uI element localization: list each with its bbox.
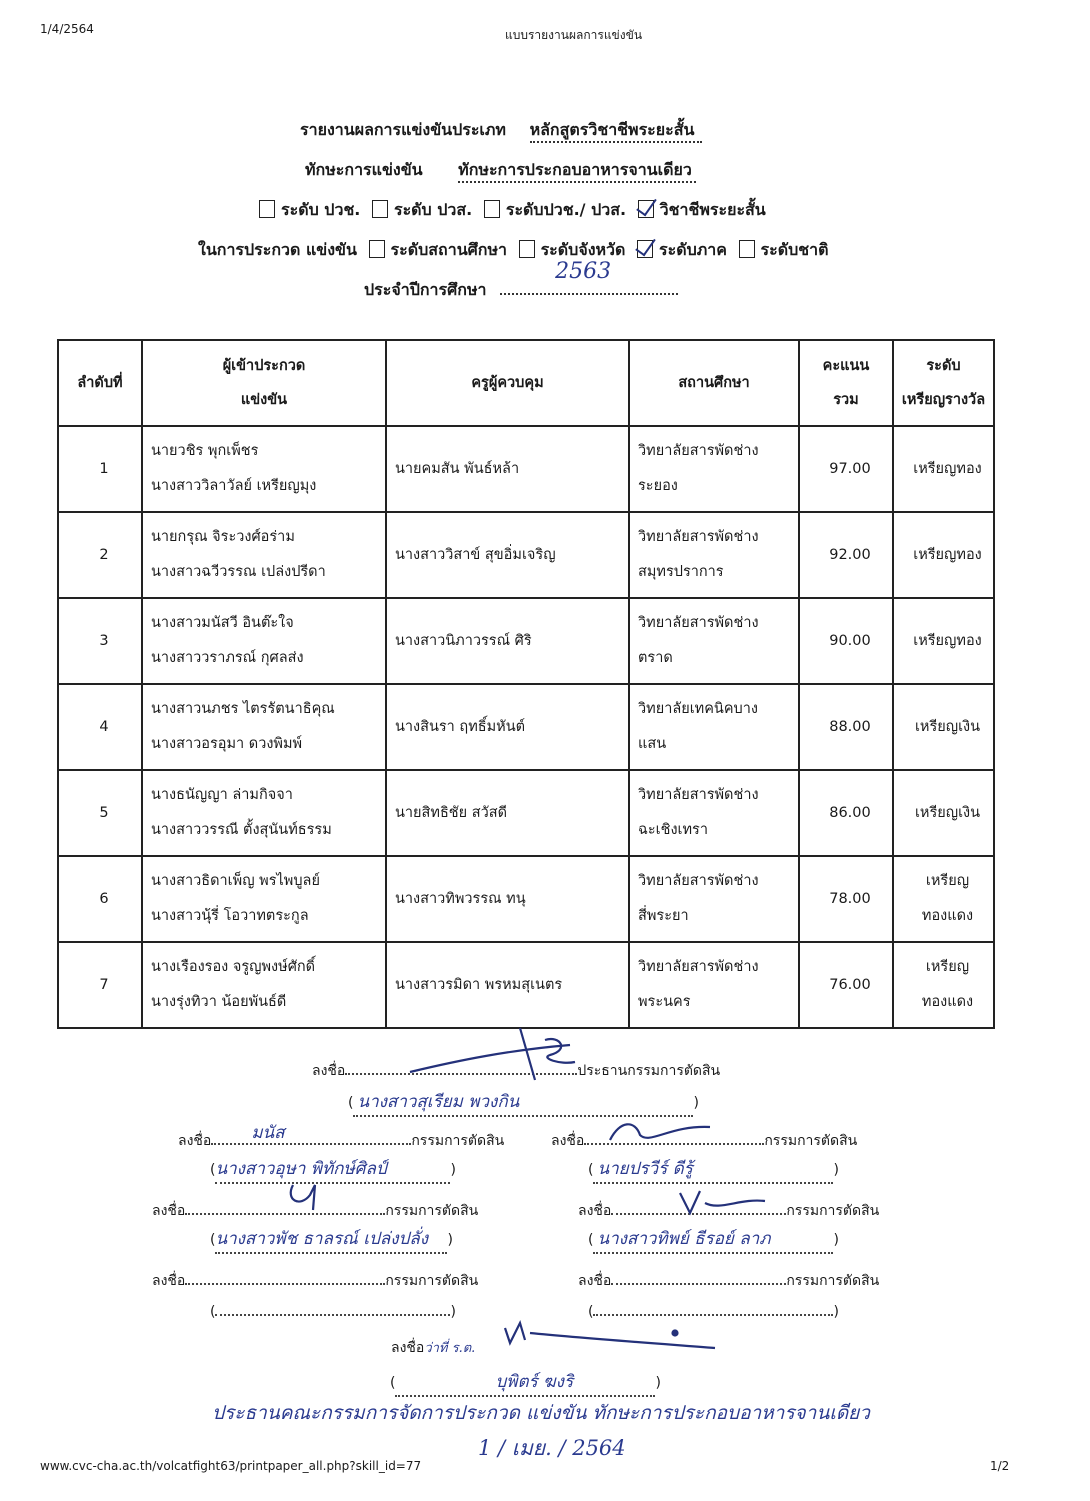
cell-score: 97.00 <box>799 426 893 512</box>
cell-teacher: นางสาวรมิดา พรหมสุเนตร <box>386 942 629 1028</box>
level-label-4: วิชาชีพระยะสั้น <box>659 200 766 219</box>
cell-teacher: นายสิทธิชัย สวัสดี <box>386 770 629 856</box>
final-title: ประธานคณะกรรมการจัดการประกวด แข่งขัน ทักษะการประกอบอาหารจานเดียว <box>212 1402 870 1424</box>
header-rank: ลำดับที่ <box>58 340 142 426</box>
cell-award: เหรียญ ทองแดง <box>893 942 994 1028</box>
scope-checkbox-2[interactable] <box>519 240 535 258</box>
cell-competitors: นายวชิร พุกเพ็ชร นางสาววิลาวัลย์ เหรียญมุง <box>142 426 386 512</box>
year-field <box>500 259 678 295</box>
skill-label: ทักษะการแข่งขัน <box>305 160 423 179</box>
cell-award: เหรียญทอง <box>893 598 994 684</box>
header-school: สถานศึกษา <box>629 340 799 426</box>
level-checkbox-row <box>253 198 766 223</box>
cell-score: 78.00 <box>799 856 893 942</box>
cell-competitors: นางสาวธิดาเพ็ญ พรไพบูลย์ นางสาวนุ้รี่ โอวาทตระกูล <box>142 856 386 942</box>
scope-label-3: ระดับภาค <box>659 240 727 259</box>
committee-right-1: ลงชื่อ กรรมการตัดสิน <box>551 1133 858 1149</box>
level-label-3: ระดับปวช./ ปวส. <box>505 200 627 219</box>
cell-rank: 5 <box>58 770 142 856</box>
scope-checkbox-4[interactable] <box>739 240 755 258</box>
committee-left-2: ลงชื่อ กรรมการตัดสิน <box>152 1203 479 1219</box>
header-award: ระดับ เหรียญรางวัล <box>893 340 994 426</box>
cell-teacher: นางสินรา ฤทธิ์มหันต์ <box>386 684 629 770</box>
final-prefix: ว่าที่ ร.ต. <box>424 1341 476 1356</box>
scope-checkbox-1[interactable] <box>369 240 385 258</box>
header-title: แบบรายงานผลการแข่งขัน <box>505 28 643 42</box>
cell-award: เหรียญ ทองแดง <box>893 856 994 942</box>
cell-score: 86.00 <box>799 770 893 856</box>
scope-checkbox-3[interactable] <box>637 240 653 258</box>
footer-page-number: 1/2 <box>990 1459 1010 1473</box>
level-checkbox-2[interactable] <box>372 200 388 218</box>
cell-school: วิทยาลัยสารพัดช่าง พระนคร <box>629 942 799 1028</box>
cell-school: วิทยาลัยสารพัดช่าง ระยอง <box>629 426 799 512</box>
cell-teacher: นายคมสัน พันธ์หล้า <box>386 426 629 512</box>
cell-rank: 3 <box>58 598 142 684</box>
cell-rank: 2 <box>58 512 142 598</box>
year-label: ประจำปีการศึกษา <box>364 280 487 299</box>
cell-school: วิทยาลัยสารพัดช่าง ฉะเชิงเทรา <box>629 770 799 856</box>
final-date: 1 / เมย. / 2564 <box>478 1436 626 1460</box>
committee-right-2-scribble <box>670 1183 770 1218</box>
table-row <box>58 770 994 856</box>
year-line <box>364 259 678 303</box>
cell-competitors: นายกรุณ จิระวงศ์อร่าม นางสาวฉวีวรรณ เปล่งปรีดา <box>142 512 386 598</box>
cell-rank: 4 <box>58 684 142 770</box>
chair-name-line: ( นางสาวสุเรียม พวงกิน ) <box>348 1088 699 1117</box>
cell-award: เหรียญทอง <box>893 426 994 512</box>
committee-right-1-name: ( นายปรวีร์ ดีรู้ ) <box>588 1155 839 1184</box>
cell-teacher: นางสาวทิพวรรณ ทนุ <box>386 856 629 942</box>
cell-teacher: นางสาวนิภาวรรณ์ ศิริ <box>386 598 629 684</box>
chair-signature-scribble <box>400 1020 600 1090</box>
header-teacher: ครูผู้ควบคุม <box>386 340 629 426</box>
cell-score: 92.00 <box>799 512 893 598</box>
chair-role: ประธานกรรมการตัดสิน <box>577 1063 721 1079</box>
cell-award: เหรียญเงิน <box>893 770 994 856</box>
committee-right-2: ลงชื่อ กรรมการตัดสิน <box>578 1203 880 1219</box>
report-type-line <box>300 118 702 143</box>
header-date: 1/4/2564 <box>40 22 94 36</box>
report-type-value: หลักสูตรวิชาชีพระยะสั้น <box>530 120 703 143</box>
cell-award: เหรียญทอง <box>893 512 994 598</box>
final-name: บุพิตร์ ฆงริ <box>395 1368 655 1397</box>
cell-school: วิทยาลัยสารพัดช่าง สมุทรปราการ <box>629 512 799 598</box>
skill-value: ทักษะการประกอบอาหารจานเดียว <box>458 160 696 183</box>
cell-score: 76.00 <box>799 942 893 1028</box>
cell-competitors: นางเรืองรอง จรูญพงษ์ศักดิ์ นางรุ่งทิวา น้อยพันธ์ดี <box>142 942 386 1028</box>
committee-left-2-scribble <box>285 1180 325 1215</box>
footer-url: www.cvc-cha.ac.th/volcatfight63/printpaper_all.php?skill_id=77 <box>40 1459 422 1473</box>
cell-rank: 7 <box>58 942 142 1028</box>
committee-right-3-name: ( ) <box>588 1304 839 1320</box>
committee-left-2-name: (นางสาวพัช ธาลรณ์ เปล่งปลั่ง ) <box>210 1225 453 1254</box>
cell-school: วิทยาลัยสารพัดช่าง ตราด <box>629 598 799 684</box>
cell-school: วิทยาลัยสารพัดช่าง สี่พระยา <box>629 856 799 942</box>
cell-competitors: นางสาวนภชร ไตรรัตนาธิคุณ นางสาวอรอุมา ดวงพิมพ์ <box>142 684 386 770</box>
scope-checkbox-row <box>198 238 829 263</box>
cell-rank: 6 <box>58 856 142 942</box>
committee-left-3-name: ( ) <box>210 1304 456 1320</box>
committee-right-1-scribble <box>600 1115 720 1150</box>
cell-award: เหรียญเงิน <box>893 684 994 770</box>
report-type-label: รายงานผลการแข่งขันประเภท <box>300 120 506 139</box>
cell-school: วิทยาลัยเทคนิคบาง แสน <box>629 684 799 770</box>
header-competitor: ผู้เข้าประกวด แข่งขัน <box>142 340 386 426</box>
signature-hand-left-1: มนัส <box>251 1123 285 1143</box>
sign-label: ลงชื่อ <box>312 1063 346 1079</box>
year-value: 2563 <box>555 259 612 284</box>
results-table <box>57 339 995 1029</box>
skill-line <box>305 158 696 183</box>
table-row <box>58 942 994 1028</box>
committee-right-2-name: ( นางสาวทิพย์ ธีรอย์ ลาภ ) <box>588 1225 839 1254</box>
table-row <box>58 856 994 942</box>
cell-rank: 1 <box>58 426 142 512</box>
table-row <box>58 598 994 684</box>
final-name-line: ( บุพิตร์ ฆงริ ) <box>390 1368 661 1397</box>
scope-label-1: ระดับสถานศึกษา <box>390 240 507 259</box>
competition-prefix: ในการประกวด แข่งขัน <box>198 240 357 259</box>
committee-left-3: ลงชื่อ กรรมการตัดสิน <box>152 1273 479 1289</box>
cell-competitors: นางสาวมนัสวี อินต๊ะใจ นางสาววราภรณ์ กุศลส่ง <box>142 598 386 684</box>
scope-label-2: ระดับจังหวัด <box>540 240 626 259</box>
table-row <box>58 426 994 512</box>
cell-score: 88.00 <box>799 684 893 770</box>
level-checkbox-1[interactable] <box>259 200 275 218</box>
chair-name: นางสาวสุเรียม พวงกิน <box>353 1088 693 1117</box>
scope-label-4: ระดับชาติ <box>760 240 829 259</box>
level-checkbox-3[interactable] <box>484 200 500 218</box>
committee-left-1-name: (นางสาวอุษา พิทักษ์ศิลป์ ) <box>210 1155 456 1184</box>
level-checkbox-4[interactable] <box>638 200 654 218</box>
table-row <box>58 684 994 770</box>
final-signature-line: ลงชื่อว่าที่ ร.ต. <box>391 1340 476 1356</box>
table-row <box>58 512 994 598</box>
header-score: คะแนน รวม <box>799 340 893 426</box>
committee-left-1: ลงชื่อ มนัส กรรมการตัดสิน <box>178 1130 504 1152</box>
committee-right-3: ลงชื่อ กรรมการตัดสิน <box>578 1273 880 1289</box>
final-signature-scribble <box>500 1318 730 1358</box>
cell-teacher: นางสาววิสาข์ สุขอิ่มเจริญ <box>386 512 629 598</box>
cell-score: 90.00 <box>799 598 893 684</box>
level-label-2: ระดับ ปวส. <box>393 200 473 219</box>
cell-competitors: นางธนัญญา ล่ามกิจจา นางสาววรรณี ตั้งสุนันท์ธรรม <box>142 770 386 856</box>
page-header <box>40 22 1050 42</box>
level-label-1: ระดับ ปวช. <box>281 200 361 219</box>
table-header-row <box>58 340 994 426</box>
